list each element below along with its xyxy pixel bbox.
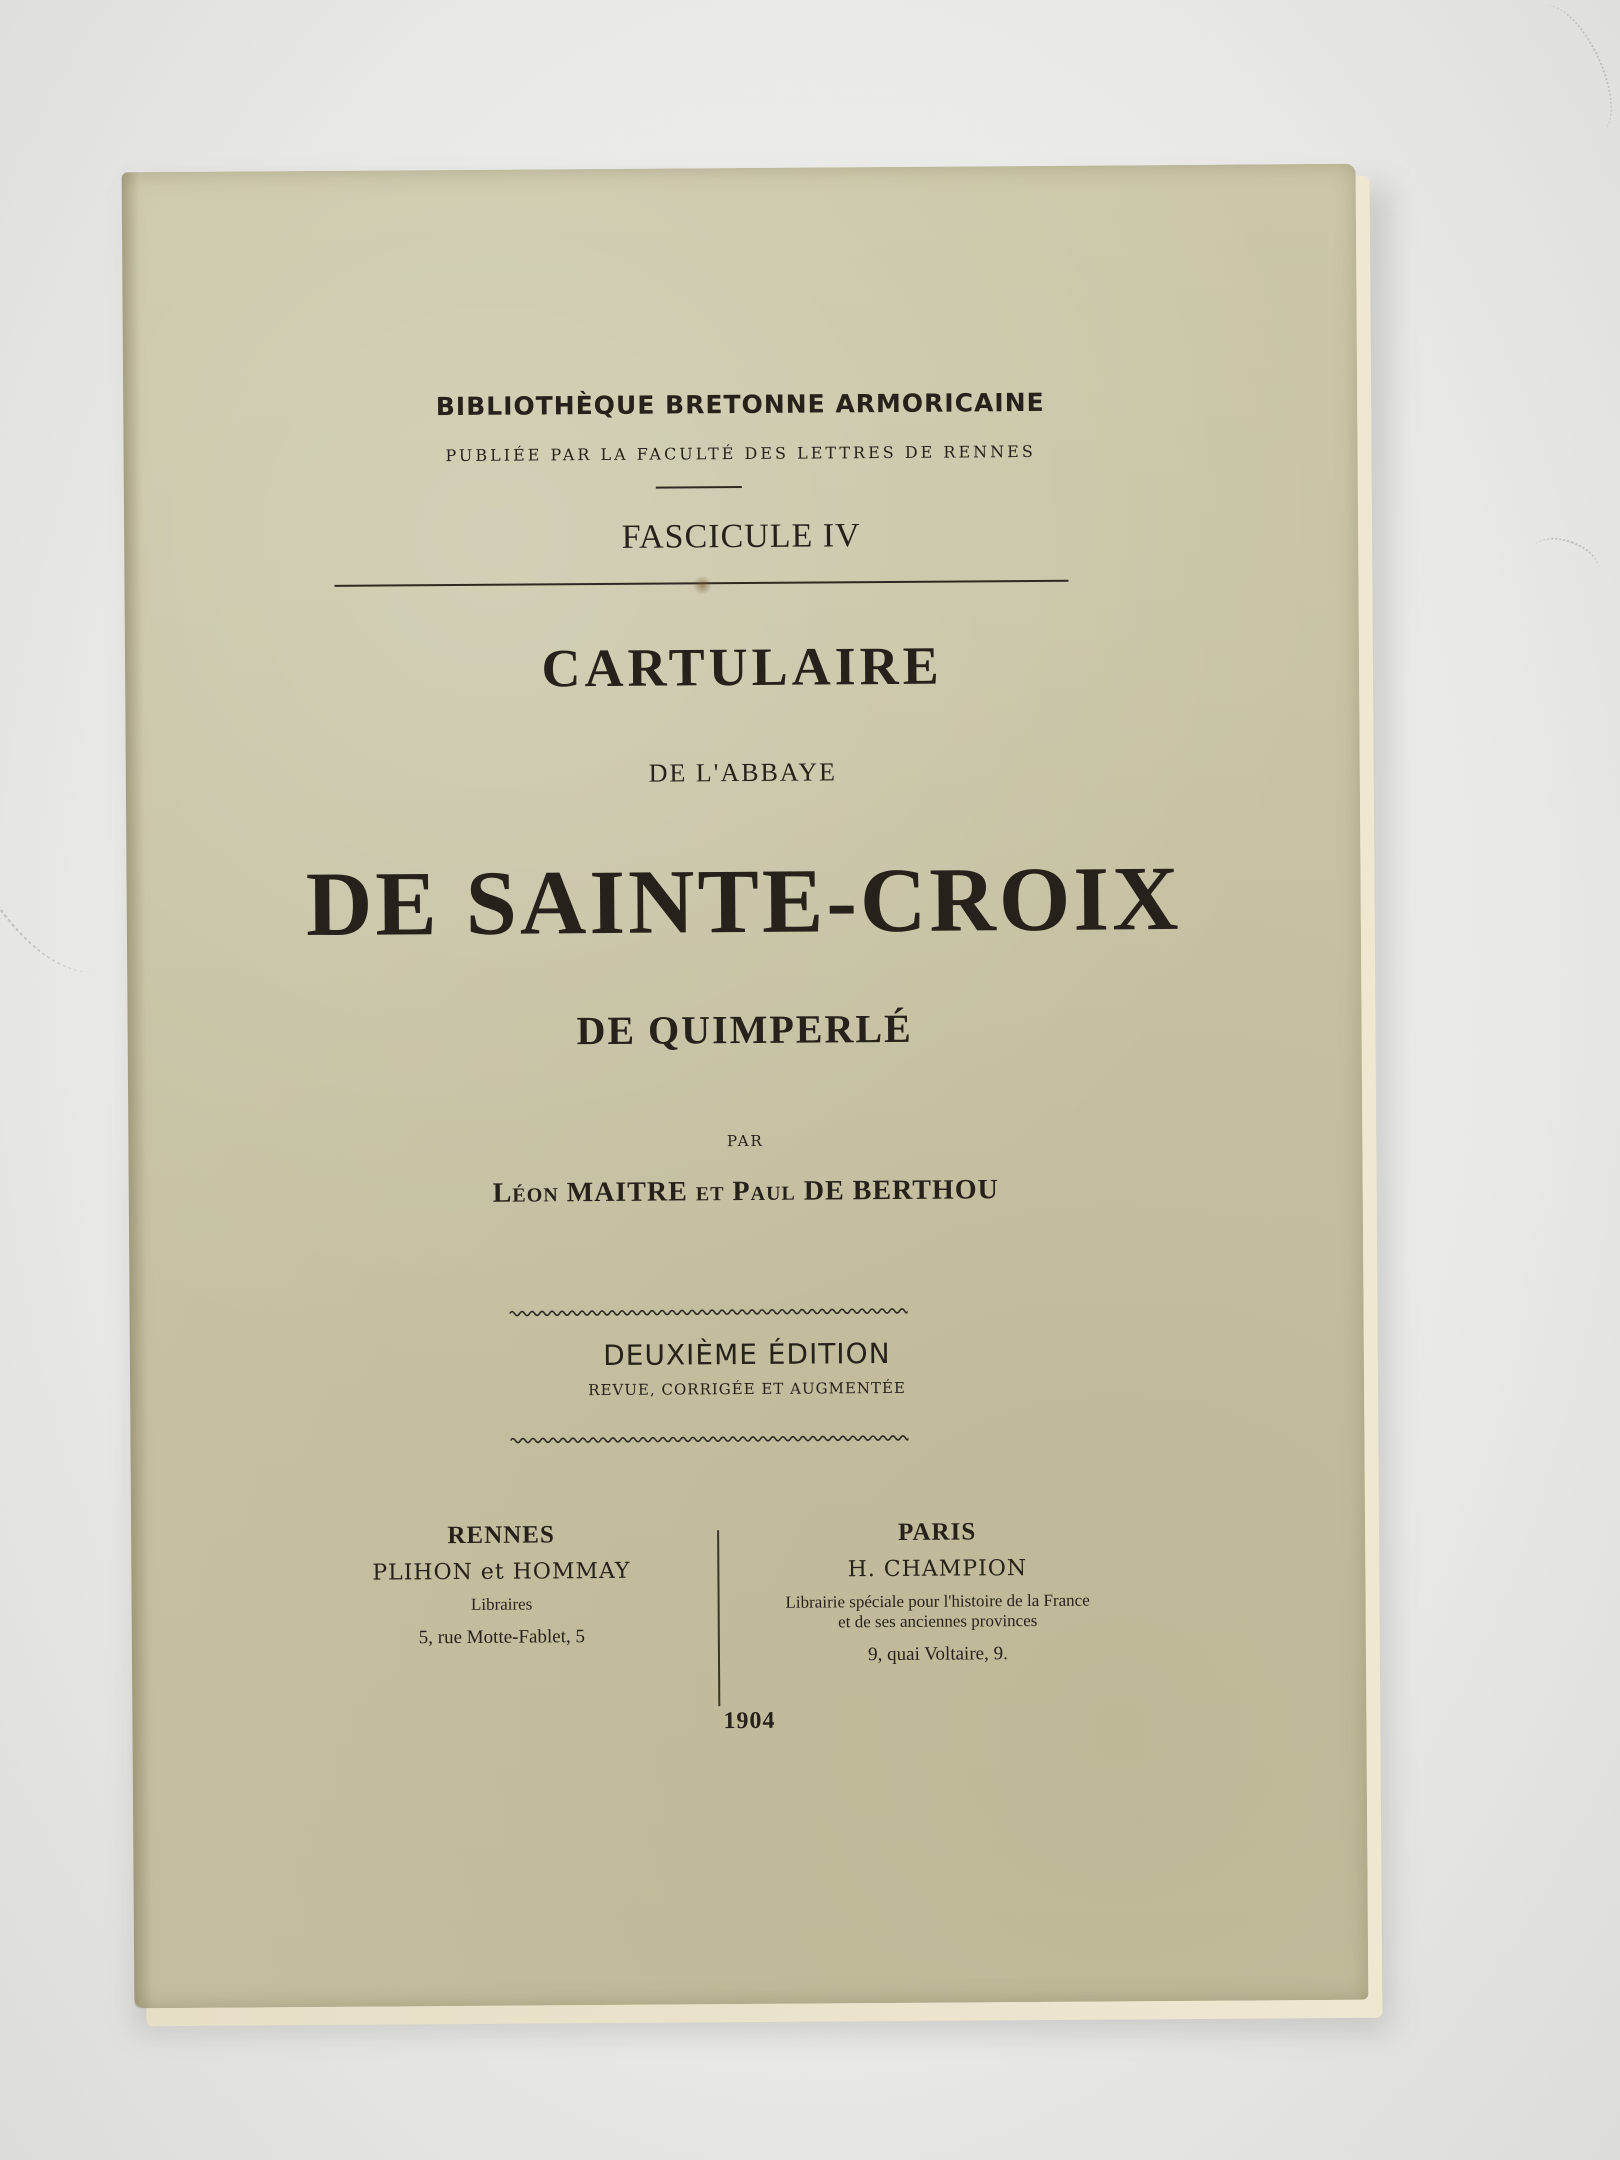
imprint-line: et de ses anciennes provinces: [838, 1610, 1038, 1632]
imprint-rennes: [291, 1520, 712, 1650]
title-sainte-croix: DE SAINTE-CROIX: [305, 846, 1182, 956]
imprint-divider: [717, 1530, 720, 1706]
imprint-city: RENNES: [447, 1521, 555, 1550]
short-rule: [656, 486, 742, 489]
wavy-rule-top: [510, 1307, 908, 1318]
edition-note: REVUE, CORRIGÉE ET AUGMENTÉE: [588, 1378, 907, 1400]
authors: Léon MAITRE et Paul DE BERTHOU: [492, 1174, 999, 1209]
edition-label: DEUXIÈME ÉDITION: [603, 1336, 891, 1372]
imprint-paris: [727, 1517, 1148, 1667]
imprint-publisher: PLIHON et HOMMAY: [372, 1558, 631, 1586]
title-quimperle: DE QUIMPERLÉ: [576, 1005, 913, 1054]
ink-stain: [692, 576, 712, 594]
background-smudge: [1513, 0, 1620, 147]
background-smudge: [1525, 529, 1605, 592]
book-cover: [122, 164, 1369, 2009]
series-title: BIBLIOTHÈQUE BRETONNE ARMORICAINE: [435, 387, 1045, 422]
by-label: PAR: [726, 1131, 764, 1151]
title-cartulaire: CARTULAIRE: [541, 635, 943, 699]
cover-text-block: [122, 164, 1369, 2009]
title-abbaye: DE L'ABBAYE: [648, 757, 838, 788]
imprint-address: 5, rue Motte-Fablet, 5: [418, 1626, 586, 1649]
imprint-city: PARIS: [897, 1518, 977, 1546]
imprint-address: 9, quai Voltaire, 9.: [868, 1643, 1008, 1666]
publication-year: 1904: [723, 1707, 776, 1735]
wavy-rule-bottom: [510, 1434, 908, 1445]
fascicule-label: FASCICULE IV: [621, 517, 861, 556]
imprint-line: Libraires: [470, 1594, 533, 1614]
series-subtitle: PUBLIÉE PAR LA FACULTÉ DES LETTRES DE RENNES: [445, 441, 1036, 466]
imprint-publisher: H. CHAMPION: [847, 1556, 1028, 1583]
imprint-line: Librairie spéciale pour l'histoire de la France: [785, 1590, 1090, 1612]
